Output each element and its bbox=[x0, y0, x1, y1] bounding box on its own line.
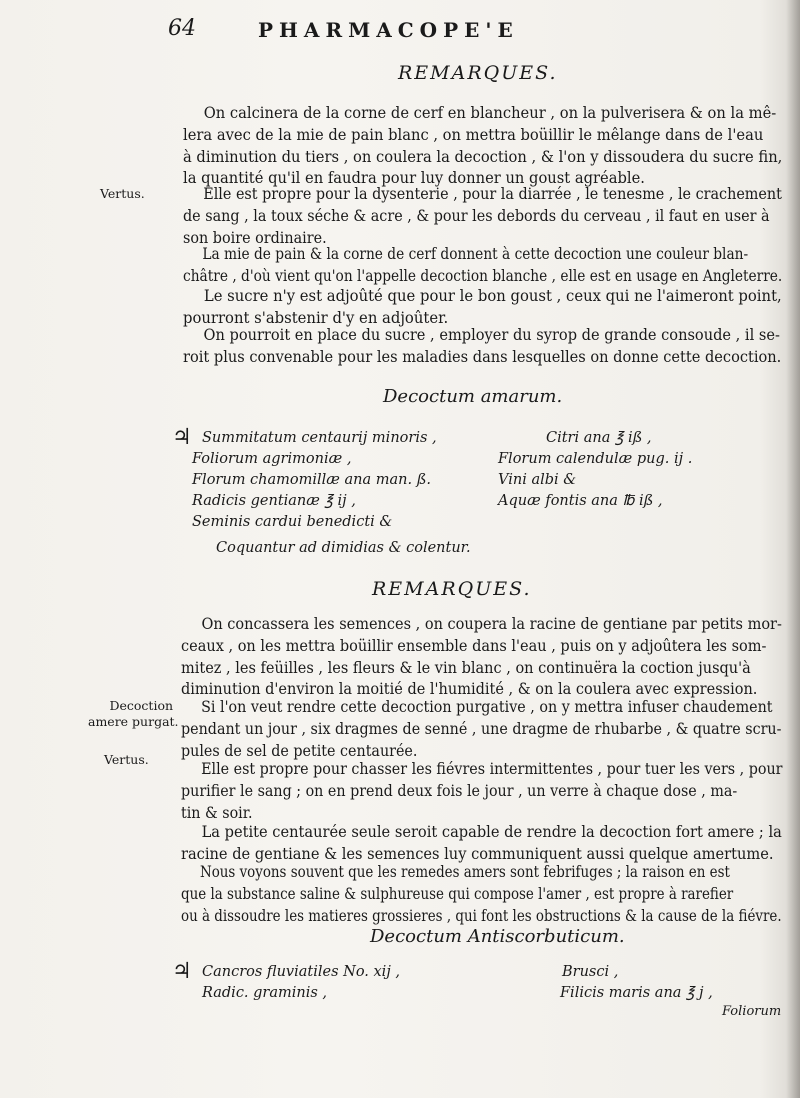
ingredients-left-column bbox=[202, 962, 400, 1004]
text-line: On calcinera de la corne de cerf en blancheur , on la pulverisera & on la mê- bbox=[203, 104, 777, 122]
text-line: racine de gentiane & les semences luy communiquent aussi quelque amertume. bbox=[181, 844, 774, 863]
ingredient-line: Aquæ fontis ana ℔ iß , bbox=[498, 493, 663, 509]
ingredient-line: Summitatum centaurij minoris , bbox=[202, 430, 437, 446]
text-line: son boire ordinaire. bbox=[183, 228, 327, 247]
text-line: de sang , la toux séche & acre , & pour les debords du cerveau , il faut en user à bbox=[183, 206, 770, 225]
margin-note-vertus-2: Vertus. bbox=[104, 752, 149, 767]
text-line: pendant un jour , six dragmes de senné , une dragme de rhubarbe , & quatre scru- bbox=[181, 719, 782, 738]
ingredient-line: Cancros fluviatiles No. xij , bbox=[202, 964, 401, 980]
paragraph bbox=[181, 862, 800, 927]
text-line: La petite centaurée seule seroit capable de rendre la decoction fort amere ; la bbox=[201, 823, 782, 841]
text-line: ou à dissoudre les matieres grossieres , qui font les obstructions & la cause de la fiévre. bbox=[181, 906, 782, 925]
text-line: diminution d'environ la moitié de l'humidité , & on la coulera avec expression. bbox=[181, 680, 758, 699]
ingredient-line: Citri ana ℥ iß , bbox=[546, 430, 652, 446]
ingredient-line: Florum calendulæ pug. ij . bbox=[498, 451, 693, 467]
text-line: Elle est propre pour chasser les fiévres intermittentes , pour tuer les vers , pour bbox=[201, 760, 783, 778]
paragraph bbox=[183, 244, 800, 288]
recipe-instruction bbox=[216, 538, 471, 559]
running-title: PHARMACOPE'E bbox=[258, 18, 519, 42]
text-line: La mie de pain & la corne de cerf donnent à cette decoction une couleur blan- bbox=[202, 245, 749, 263]
paragraph bbox=[181, 614, 800, 701]
ingredient-line: Foliorum agrimoniæ , bbox=[192, 451, 352, 467]
recipe-title-decoctum-antiscorbuticum: Decoctum Antiscorbuticum. bbox=[370, 926, 625, 947]
text-line: Elle est propre pour la dysenterie , pour la diarrée , le tenesme , le crachement bbox=[203, 185, 782, 203]
text-line: On concassera les semences , on coupera la racine de gentiane par petits mor- bbox=[201, 615, 782, 633]
catchword: Foliorum bbox=[722, 1004, 782, 1019]
section-title-remarques-2: REMARQUES. bbox=[372, 578, 532, 600]
page-number: 64 bbox=[168, 16, 196, 41]
ingredient-line: Brusci , bbox=[562, 964, 619, 980]
text-line: roit plus convenable pour les maladies dans lesquelles on donne cette decoction. bbox=[183, 347, 782, 366]
ingredient-line: Vini albi & bbox=[498, 472, 577, 488]
paragraph bbox=[181, 822, 800, 866]
instruction-line: Coquantur ad dimidias & colentur. bbox=[216, 540, 471, 556]
paragraph bbox=[181, 759, 800, 824]
text-line: que la substance saline & sulphureuse qui compose l'amer , est propre à rarefier bbox=[181, 884, 734, 903]
margin-note-decoction-amere bbox=[88, 698, 179, 730]
text-line: ceaux , on les mettra boüillir ensemble dans l'eau , puis on y adjoûtera les som- bbox=[181, 636, 767, 655]
ingredient-line: Radicis gentianæ ℥ ij , bbox=[192, 493, 356, 509]
ingredient-line: Radic. graminis , bbox=[202, 985, 328, 1001]
paragraph bbox=[183, 325, 800, 369]
paragraph bbox=[183, 184, 800, 249]
text-line: purifier le sang ; on en prend deux fois le jour , un verre à chaque dose , ma- bbox=[181, 781, 738, 800]
text-line: Le sucre n'y est adjoûté que pour le bon goust , ceux qui ne l'aimeront point, bbox=[203, 287, 782, 305]
ingredient-line: Filicis maris ana ℥ j , bbox=[560, 985, 713, 1001]
text-line: lera avec de la mie de pain blanc , on mettra boüillir le mêlange dans de l'eau bbox=[183, 125, 764, 144]
text-line: tin & soir. bbox=[181, 803, 253, 822]
recipe-title-decoctum-amarum: Decoctum amarum. bbox=[383, 386, 563, 407]
text-line: à diminution du tiers , on coulera la decoction , & l'on y dissoudera du sucre fin, bbox=[183, 147, 783, 166]
section-title-remarques-1: REMARQUES. bbox=[398, 62, 558, 84]
ingredient-line: Florum chamomillæ ana man. ß. bbox=[192, 472, 432, 488]
text-line: pourront s'abstenir d'y en adjoûter. bbox=[183, 308, 449, 327]
text-line: On pourroit en place du sucre , employer du syrop de grande consoude , il se- bbox=[203, 326, 780, 344]
paragraph bbox=[183, 286, 800, 330]
paragraph bbox=[181, 697, 800, 762]
recipe-symbol-icon: ♃ bbox=[172, 424, 192, 450]
margin-note-vertus: Vertus. bbox=[100, 186, 145, 201]
text-line: pules de sel de petite centaurée. bbox=[181, 741, 418, 760]
paragraph bbox=[183, 103, 800, 190]
ingredient-line: Seminis cardui benedicti & bbox=[192, 514, 393, 530]
text-line: Si l'on veut rendre cette decoction purgative , on y mettra infuser chaudement bbox=[201, 698, 773, 716]
text-line: Nous voyons souvent que les remedes amers sont febrifuges ; la raison en est bbox=[199, 863, 730, 881]
ingredients-right-column bbox=[562, 962, 713, 1004]
recipe-symbol-icon: ♃ bbox=[172, 958, 192, 984]
ingredients-left-column bbox=[192, 428, 437, 533]
ingredients-right-column bbox=[498, 428, 692, 512]
text-line: mitez , les feüilles , les fleurs & le vin blanc , on continuëra la coction jusqu'à bbox=[181, 658, 751, 677]
text-line: châtre , d'où vient qu'on l'appelle decoction blanche , elle est en usage en Angleterre. bbox=[183, 266, 783, 285]
text-line: la quantité qu'il en faudra pour luy donner un goust agréable. bbox=[183, 169, 645, 188]
margin-note-line: Decoction bbox=[109, 698, 174, 713]
margin-note-line: amere purgat. bbox=[88, 714, 179, 729]
